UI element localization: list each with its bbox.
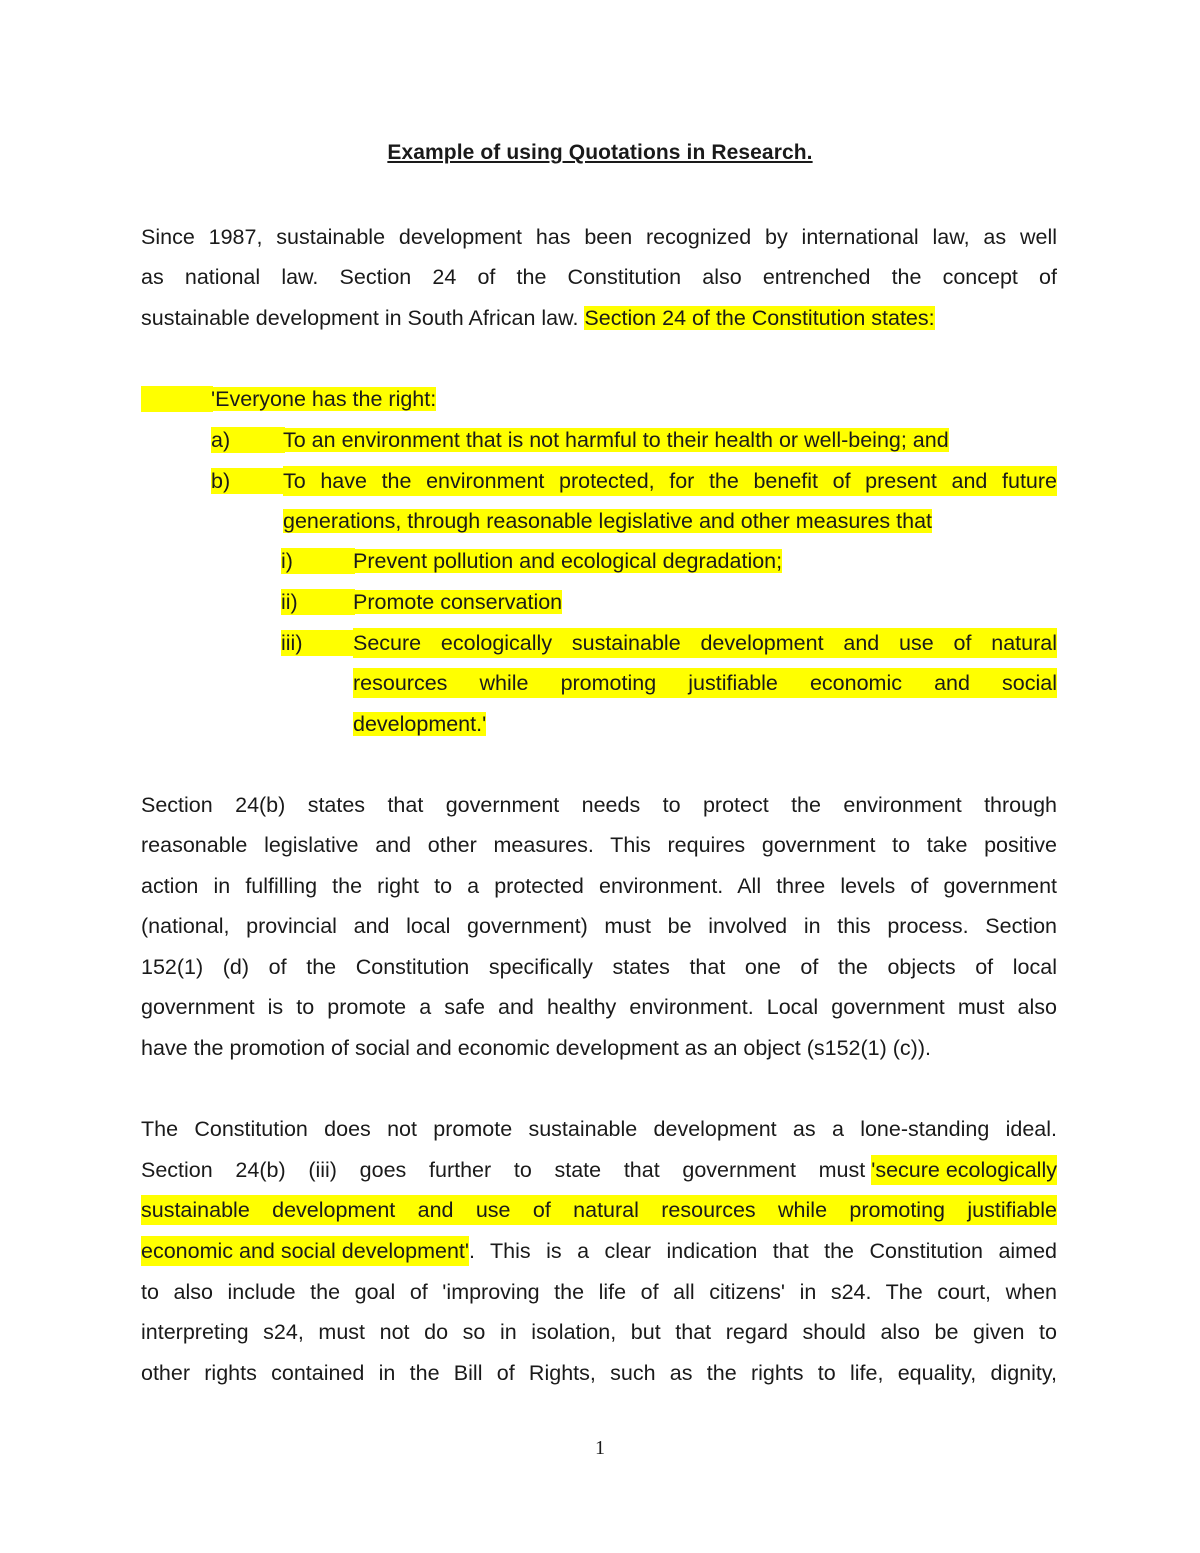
para3-line: interpreting s24, must not do so in isolation, but that regard should also be given to xyxy=(141,1320,1057,1344)
para2-line: reasonable legislative and other measures. This requires government to take positive xyxy=(141,833,1057,857)
para3-line xyxy=(141,1236,1057,1266)
para3-text: Section 24(b) (iii) goes further to state that government must xyxy=(141,1158,866,1182)
para1-text: sustainable development in South African law. xyxy=(141,306,585,330)
highlighted-text: economic and social development' xyxy=(141,1236,469,1266)
para2-line: 152(1) (d) of the Constitution specifically states that one of the objects of local xyxy=(141,955,1057,979)
highlight-indent xyxy=(141,386,213,412)
highlighted-text: Section 24 of the Constitution states: xyxy=(584,306,935,330)
para1-line xyxy=(141,303,1057,333)
sublist-marker: ii) xyxy=(281,590,298,614)
para2-line: government is to promote a safe and healthy environment. Local government must also xyxy=(141,995,1057,1019)
sublist-item-text: Prevent pollution and ecological degradation; xyxy=(353,549,783,573)
list-marker: a) xyxy=(211,428,231,452)
quote-intro: 'Everyone has the right: xyxy=(211,387,437,411)
para1-line: as national law. Section 24 of the Constitution also entrenched the concept of xyxy=(141,265,1057,289)
para2-line: have the promotion of social and economic development as an object (s152(1) (c)). xyxy=(141,1036,931,1060)
sublist-marker: i) xyxy=(281,549,293,573)
highlighted-text: sustainable development and use of natural resources while promoting justifiable xyxy=(141,1195,1057,1225)
para2-line: Section 24(b) states that government needs to protect the environment through xyxy=(141,793,1057,817)
list-item-text: To an environment that is not harmful to their health or well-being; and xyxy=(283,428,949,452)
para2-line: (national, provincial and local government) must be involved in this process. Section xyxy=(141,914,1057,938)
para3-line: The Constitution does not promote sustainable development as a lone-standing ideal. xyxy=(141,1117,1057,1141)
para2-line: action in fulfilling the right to a protected environment. All three levels of government xyxy=(141,874,1057,898)
para3-line: to also include the goal of 'improving the life of all citizens' in s24. The court, when xyxy=(141,1280,1057,1304)
highlighted-text: 'secure ecologically xyxy=(871,1155,1057,1185)
sublist-marker: iii) xyxy=(281,631,303,655)
para1-line: Since 1987, sustainable development has been recognized by international law, as well xyxy=(141,225,1057,249)
page-number: 1 xyxy=(595,1437,605,1459)
list-item-text: To have the environment protected, for the benefit of present and future xyxy=(283,466,1057,496)
sublist-item-text: Promote conservation xyxy=(353,590,563,614)
document-title: Example of using Quotations in Research. xyxy=(387,141,813,164)
sublist-item-text: Secure ecologically sustainable development and use of natural xyxy=(353,628,1057,658)
para3-text: . This is a clear indication that the Constitution aimed xyxy=(469,1239,1057,1263)
list-item-text: generations, through reasonable legislative and other measures that xyxy=(283,509,932,533)
sublist-item-text: development.' xyxy=(353,712,487,736)
list-marker: b) xyxy=(211,469,231,493)
para3-line xyxy=(141,1155,1057,1185)
sublist-item-text: resources while promoting justifiable economic and social xyxy=(353,668,1057,698)
para3-line: other rights contained in the Bill of Rights, such as the rights to life, equality, dignity, xyxy=(141,1361,1057,1385)
